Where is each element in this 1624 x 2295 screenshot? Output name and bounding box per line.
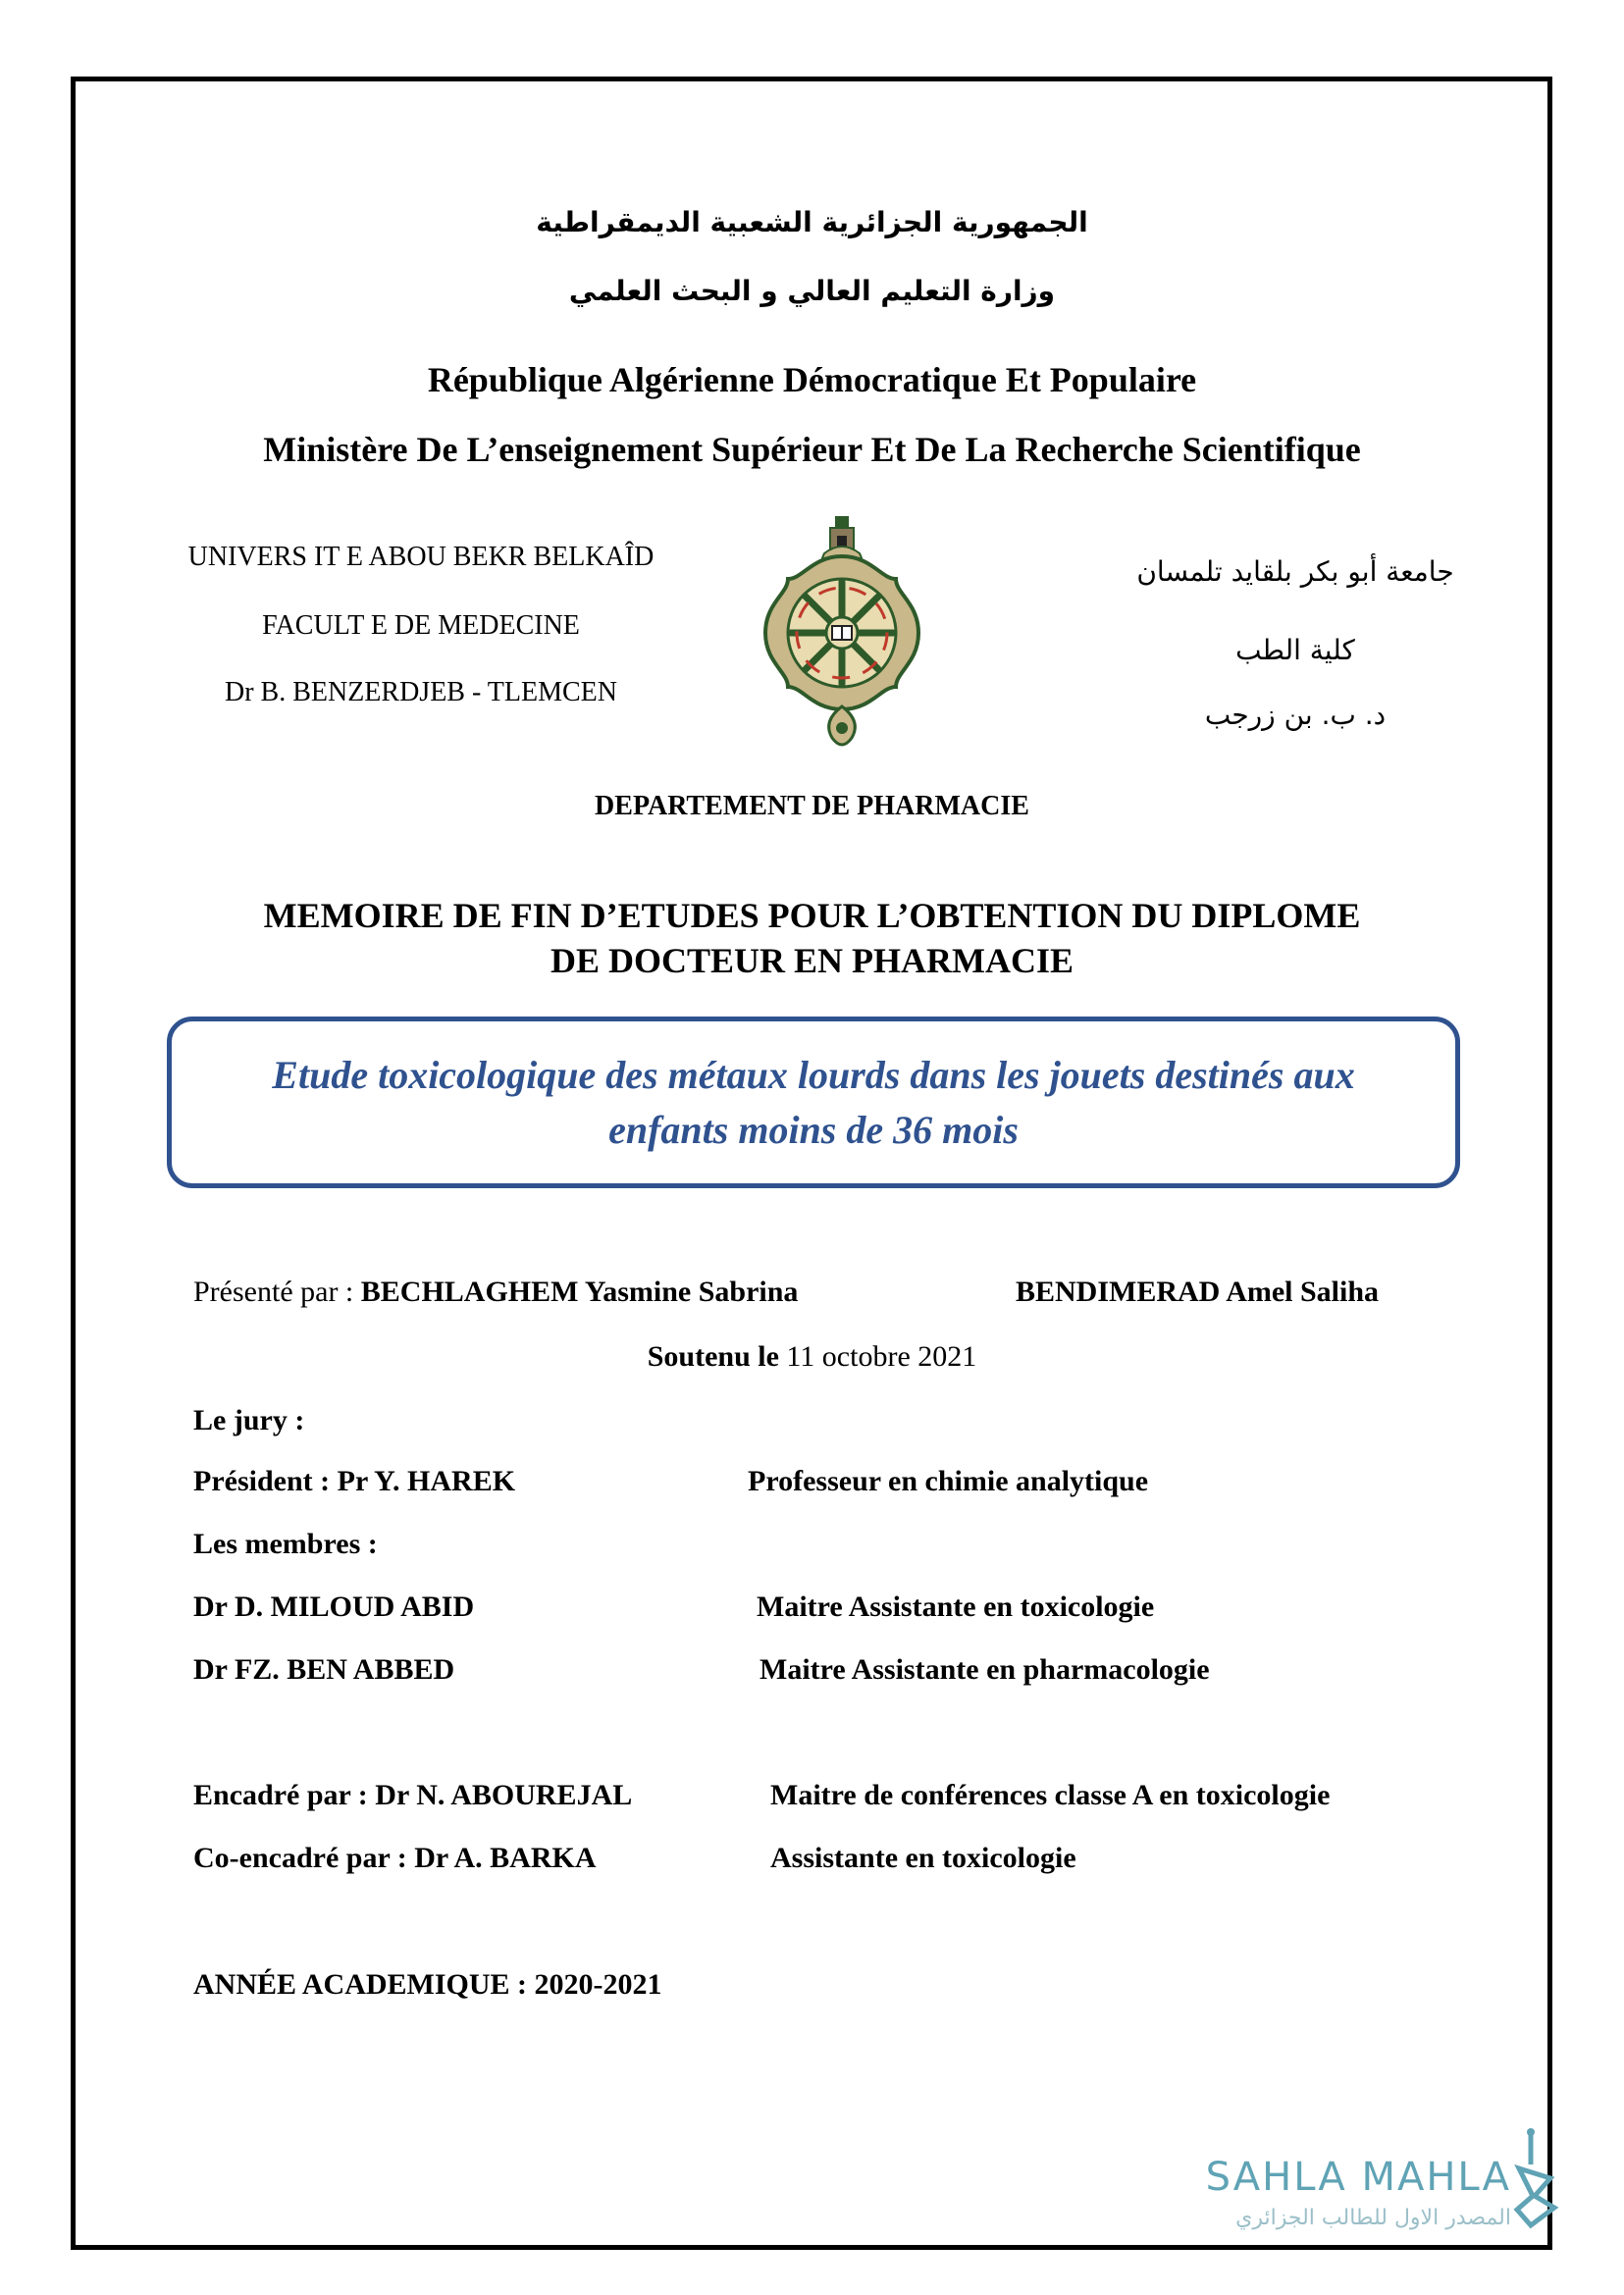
- co-supervisor: Co-encadré par : Dr A. BARKA: [193, 1842, 597, 1874]
- jury-member-1-role: Maitre Assistante en toxicologie: [757, 1591, 1155, 1623]
- memoire-line-1: MEMOIRE DE FIN D’ETUDES POUR L’OBTENTION DU DIPLOME: [263, 896, 1361, 935]
- defense-date-value: 11 octobre 2021: [778, 1340, 977, 1373]
- university-logo: [744, 510, 940, 756]
- author-2: BENDIMERAD Amel Saliha: [1016, 1276, 1380, 1308]
- academic-year: ANNÉE ACADEMIQUE : 2020-2021: [193, 1968, 662, 2001]
- members-title: Les membres :: [193, 1528, 378, 1560]
- memoire-line-2: DE DOCTEUR EN PHARMACIE: [550, 941, 1074, 980]
- arabic-ministry: وزارة التعليم العالي و البحث العلمي: [568, 275, 1056, 307]
- jury-member-1: Dr D. MILOUD ABID: [193, 1591, 475, 1623]
- department-title: DEPARTEMENT DE PHARMACIE: [595, 791, 1029, 821]
- thesis-title-line-2: enfants moins de 36 mois: [608, 1107, 1019, 1152]
- jury-member-2-role: Maitre Assistante en pharmacologie: [760, 1653, 1210, 1686]
- thesis-title-line-1: Etude toxicologique des métaux lourds dans les jouets destinés aux: [272, 1052, 1355, 1097]
- faculty-director-fr: Dr B. BENZERDJEB - TLEMCEN: [224, 677, 618, 707]
- faculty-name-ar: كلية الطب: [1235, 634, 1355, 666]
- thesis-title-box: [167, 1017, 1460, 1188]
- watermark-logo-icon: [1511, 2127, 1560, 2235]
- jury-member-2: Dr FZ. BEN ABBED: [193, 1653, 455, 1686]
- jury-president: Président : Pr Y. HAREK: [193, 1465, 516, 1497]
- defense-date: [0, 1340, 1624, 1374]
- defense-label: Soutenu le: [647, 1340, 779, 1373]
- co-supervisor-role: Assistante en toxicologie: [770, 1842, 1076, 1874]
- arabic-republic: الجمهورية الجزائرية الشعبية الديمقراطية: [536, 206, 1088, 238]
- watermark-tagline: المصدر الاول للطالب الجزائري: [1235, 2206, 1511, 2230]
- republic-title: République Algérienne Démocratique Et Populaire: [427, 360, 1197, 399]
- faculty-name-fr: FACULT E DE MEDECINE: [262, 610, 580, 641]
- jury-title: Le jury :: [193, 1404, 305, 1436]
- university-name-ar: جامعة أبو بكر بلقايد تلمسان: [1136, 555, 1454, 588]
- presented-label: Présenté par :: [193, 1276, 361, 1308]
- author-1: BECHLAGHEM Yasmine Sabrina: [360, 1276, 799, 1308]
- ministry-title: Ministère De L’enseignement Supérieur Et De La Recherche Scientifique: [263, 430, 1361, 469]
- watermark-brand: SAHLA MAHLA: [1205, 2155, 1511, 2200]
- supervisor-role: Maitre de conférences classe A en toxicologie: [770, 1779, 1331, 1811]
- supervisor: Encadré par : Dr N. ABOUREJAL: [193, 1779, 633, 1811]
- university-name-fr: UNIVERS IT E ABOU BEKR BELKAÎD: [187, 542, 655, 572]
- faculty-director-ar: د. ب. بن زرجب: [1204, 699, 1387, 731]
- presented-by: [193, 1276, 798, 1309]
- jury-president-role: Professeur en chimie analytique: [748, 1465, 1149, 1497]
